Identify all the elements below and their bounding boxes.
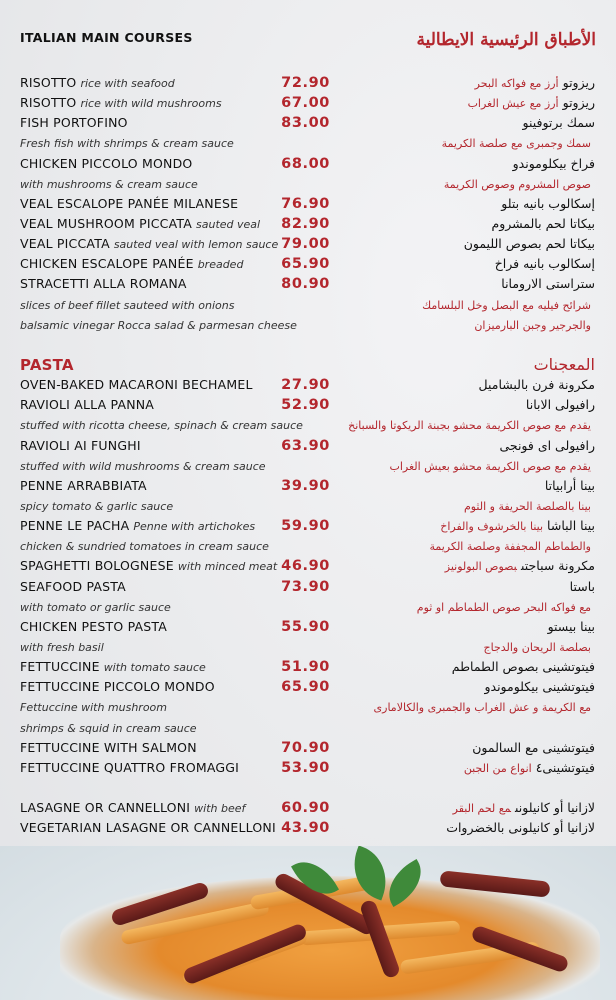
menu-item-description — [0, 718, 616, 738]
dish-name: SPAGHETTI BOLOGNESE — [20, 558, 174, 574]
price: 68.00 — [281, 155, 330, 172]
arabic-text — [495, 436, 595, 457]
english-text — [20, 436, 145, 457]
dish-description-ar: سمك وجمبرى مع صلصة الكريمة — [441, 137, 591, 151]
dish-description-ar: أرز مع فواكه البحر — [474, 77, 559, 90]
english-text — [20, 234, 278, 255]
menu-item — [0, 73, 616, 93]
english-text — [20, 154, 196, 175]
menu-item-description — [0, 133, 616, 153]
dish-name: VEGETARIAN LASAGNE OR CANNELLONI — [20, 820, 276, 836]
english-text — [20, 637, 104, 658]
arabic-text — [491, 254, 595, 275]
arabic-text — [468, 93, 595, 114]
dish-description: sauted veal — [196, 217, 261, 231]
dish-name-ar: فراخ بيكلوموندو — [512, 155, 595, 171]
english-text — [20, 274, 191, 295]
dish-description: rice with wild mushrooms — [80, 97, 222, 111]
dish-description-ar: والجرجير وجبن البارميزان — [474, 318, 591, 332]
english-text — [20, 536, 269, 557]
english-text — [20, 597, 171, 618]
english-text — [20, 113, 132, 134]
arabic-text — [566, 577, 595, 598]
english-text — [20, 194, 242, 215]
dish-name-ar: ريزوتو — [562, 75, 595, 90]
english-text — [20, 718, 197, 739]
price: 46.90 — [281, 558, 330, 575]
dish-name-ar: إسكالوب بانيه فراخ — [494, 256, 595, 272]
english-text — [20, 315, 297, 336]
arabic-text — [440, 516, 595, 537]
arabic-text — [475, 73, 595, 94]
price: 82.90 — [281, 215, 330, 232]
english-text — [20, 375, 257, 396]
dish-name-ar: رافيولى اى فونجى — [499, 437, 595, 453]
price: 65.90 — [281, 256, 330, 273]
english-text — [20, 818, 280, 839]
menu-item — [0, 375, 616, 395]
dish-name: RAVIOLI ALLA PANNA — [20, 397, 155, 413]
price: 60.90 — [281, 800, 330, 817]
dish-description: stuffed with wild mushrooms & cream sauce — [20, 459, 266, 473]
arabic-text — [480, 677, 595, 698]
menu-item — [0, 436, 616, 456]
arabic-text — [429, 536, 595, 557]
dish-name: FETTUCCINE — [20, 659, 100, 675]
arabic-text — [442, 818, 595, 839]
menu-item-description — [0, 415, 616, 435]
english-text — [20, 73, 175, 94]
dish-name-ar: فيتوتشينى بيكلوموندو — [484, 679, 595, 695]
arabic-text — [530, 355, 595, 377]
menu-item — [0, 516, 616, 536]
dish-description-ar: مع الكريمة و عش الغراب والجمبرى والكالامارى — [373, 701, 591, 715]
arabic-text — [468, 738, 595, 759]
arabic-text — [464, 758, 595, 779]
price: 52.90 — [281, 397, 330, 414]
english-text — [20, 798, 245, 819]
arabic-text — [541, 476, 595, 497]
dish-description: rice with seafood — [80, 77, 175, 90]
english-text — [20, 516, 255, 537]
menu-item — [0, 556, 616, 576]
price: 67.00 — [281, 95, 330, 112]
menu-item — [0, 758, 616, 778]
arabic-text — [453, 798, 595, 819]
dish-name: SEAFOOD PASTA — [20, 578, 126, 594]
dish-name-ar: إسكالوب بانيه بتلو — [501, 195, 595, 211]
dish-name: PASTA — [20, 355, 74, 374]
price: 79.00 — [281, 236, 330, 253]
dish-name-ar: رافيولى الابانا — [525, 397, 595, 413]
section-title-main-courses: ITALIAN MAIN COURSES — [20, 30, 193, 45]
menu-item-description — [0, 295, 616, 315]
dish-name-ar: مكرونة سباجتى — [520, 558, 595, 574]
dish-name-ar: لازانيا أو كانيلونى — [514, 800, 595, 816]
english-text — [20, 758, 243, 779]
dish-name: OVEN-BAKED MACARONI BECHAMEL — [20, 377, 253, 393]
dish-name-ar: بينا بيستو — [547, 618, 595, 634]
dish-description-ar: انواع من الجبن — [463, 761, 532, 775]
menu-item — [0, 738, 616, 758]
dish-description: chicken & sundried tomatoes in cream sauce — [20, 540, 269, 554]
english-text — [20, 93, 222, 114]
dish-name: CHICKEN PICCOLO MONDO — [20, 155, 193, 171]
dish-name: FETTUCCINE QUATTRO FROMAGGI — [20, 759, 240, 775]
dish-name-ar: بينا أرابياتا — [544, 477, 595, 493]
english-text — [20, 617, 171, 638]
menu-item — [0, 577, 616, 597]
menu-item-description — [0, 456, 616, 476]
dish-description: with fresh basil — [20, 640, 104, 654]
dish-name-ar: لازانيا أو كانيلونى بالخضروات — [446, 820, 595, 836]
price: 39.90 — [281, 477, 330, 494]
dish-name: FETTUCCINE WITH SALMON — [20, 739, 197, 755]
english-text — [20, 295, 234, 316]
arabic-text — [487, 214, 595, 235]
dish-name: RAVIOLI AI FUNGHI — [20, 437, 141, 453]
english-text — [20, 577, 130, 598]
menu-item-description — [0, 637, 616, 657]
menu-item — [0, 818, 616, 838]
dish-name-ar: ستراستى الارومانا — [501, 276, 595, 292]
price: 70.90 — [281, 739, 330, 756]
dish-description: with beef — [194, 802, 246, 816]
menu-item — [0, 657, 616, 677]
dish-description: slices of beef fillet sauteed with onions — [20, 298, 235, 312]
arabic-text — [389, 456, 595, 477]
dish-name: LASAGNE OR CANNELLONI — [20, 800, 191, 816]
dish-name: FETTUCCINE PICCOLO MONDO — [20, 679, 215, 695]
price: 76.90 — [281, 195, 330, 212]
dish-name-ar: باستا — [569, 578, 595, 594]
dish-name-ar: المعجنات — [533, 354, 595, 374]
price: 80.90 — [281, 276, 330, 293]
english-text — [20, 476, 151, 497]
arabic-text — [519, 113, 596, 134]
dish-name: PENNE ARRABBIATA — [20, 477, 147, 493]
dish-name-ar: مكرونة فرن بالبشاميل — [478, 377, 595, 393]
menu-item — [0, 395, 616, 415]
dish-name: RISOTTO — [20, 95, 77, 111]
dish-description-ar: بصوص البولونيز — [444, 560, 517, 574]
english-text — [20, 556, 277, 577]
english-text — [20, 415, 303, 436]
dish-name-ar: فيتوتشينى بصوص الطماطم — [451, 659, 595, 675]
arabic-text — [484, 637, 596, 658]
menu-item-description — [0, 597, 616, 617]
dish-name-ar: فيتوتشينى مع السالمون — [472, 739, 595, 755]
spacer — [0, 778, 616, 798]
english-text — [20, 133, 234, 154]
dish-description-ar: شرائح فيليه مع البصل وخل البلسامك — [422, 298, 591, 312]
english-text — [20, 395, 158, 416]
arabic-text — [475, 375, 595, 396]
dish-description: stuffed with ricotta cheese, spinach & cream sauce — [20, 419, 303, 433]
dish-name: VEAL PICCATA — [20, 236, 110, 252]
arabic-text — [374, 697, 595, 718]
arabic-text — [497, 194, 595, 215]
dish-description: with mushrooms & cream sauce — [20, 177, 198, 191]
menu-item-description — [0, 496, 616, 516]
price: 83.00 — [281, 115, 330, 132]
menu-item — [0, 234, 616, 254]
pasta-photo — [0, 846, 616, 1000]
dish-name-ar: بيكاتا لحم بالمشروم — [491, 215, 595, 231]
price: 27.90 — [281, 377, 330, 394]
price: 65.90 — [281, 679, 330, 696]
menu-item — [0, 93, 616, 113]
section-header — [0, 355, 616, 375]
english-text — [20, 254, 243, 275]
menu-item — [0, 798, 616, 818]
menu-item-description — [0, 174, 616, 194]
dish-description-ar: مع فواكه البحر صوص الطماطم او ثوم — [416, 600, 591, 614]
arabic-text — [348, 415, 595, 436]
menu-item — [0, 214, 616, 234]
arabic-text — [445, 556, 595, 577]
english-text — [20, 697, 167, 718]
dish-description-ar: أرز مع عيش الغراب — [467, 97, 559, 111]
price: 59.90 — [281, 518, 330, 535]
menu-item-description — [0, 536, 616, 556]
dish-name-ar: بيكاتا لحم بصوص الليمون — [463, 236, 595, 252]
dish-description-ar: صوص المشروم وصوص الكريمة — [443, 177, 591, 191]
dish-name: FISH PORTOFINO — [20, 115, 128, 131]
dish-name: PENNE LE PACHA — [20, 518, 130, 534]
english-text — [20, 355, 78, 377]
arabic-text — [474, 315, 595, 336]
menu-item — [0, 194, 616, 214]
section-title-main-courses-ar: الأطباق الرئيسية الايطالية — [416, 30, 596, 50]
dish-name-ar: ريزوتو — [562, 95, 595, 111]
arabic-text — [460, 234, 595, 255]
dish-name-ar: سمك برتوفينو — [522, 115, 595, 131]
dish-description: sauted veal with lemon sauce — [113, 238, 279, 252]
menu-item — [0, 274, 616, 294]
dish-description-ar: بينا بالصلصة الحريفة و الثوم — [463, 499, 591, 513]
menu-item — [0, 677, 616, 697]
price: 53.90 — [281, 759, 330, 776]
arabic-text — [444, 174, 595, 195]
english-text — [20, 174, 198, 195]
english-text — [20, 677, 219, 698]
arabic-text — [522, 395, 595, 416]
menu-item — [0, 476, 616, 496]
arabic-text — [544, 617, 595, 638]
arabic-text — [591, 718, 595, 739]
price: 63.90 — [281, 437, 330, 454]
menu-item-description — [0, 697, 616, 717]
menu-item — [0, 113, 616, 133]
arabic-text — [442, 133, 595, 154]
menu-item — [0, 254, 616, 274]
dish-description: balsamic vinegar Rocca salad & parmesan cheese — [20, 318, 297, 332]
price: 55.90 — [281, 618, 330, 635]
arabic-text — [464, 496, 595, 517]
dish-name: STRACETTI ALLA ROMANA — [20, 276, 187, 292]
dish-name-ar: بينا الباشا — [547, 518, 595, 534]
dish-name: CHICKEN ESCALOPE PANÉE — [20, 256, 194, 272]
menu-item — [0, 154, 616, 174]
dish-description: with tomato sauce — [103, 661, 206, 675]
english-text — [20, 214, 260, 235]
dish-description: Penne with artichokes — [133, 520, 256, 534]
dish-name: CHICKEN PESTO PASTA — [20, 618, 168, 634]
arabic-text — [509, 154, 595, 175]
dish-description-ar: بينا بالخرشوف والفراخ — [440, 520, 544, 534]
dish-description: Fettuccine with mushroom — [20, 701, 168, 715]
dish-description: Fresh fish with shrimps & cream sauce — [20, 137, 234, 151]
english-text — [20, 456, 266, 477]
dish-description-ar: بصلصة الريحان والدجاج — [483, 640, 591, 654]
price: 72.90 — [281, 75, 330, 91]
price: 73.90 — [281, 578, 330, 595]
english-text — [20, 657, 206, 678]
english-text — [20, 496, 173, 517]
dish-description: breaded — [197, 258, 244, 272]
arabic-text — [448, 657, 595, 678]
dish-name-ar: فيتوتشينى٤ — [535, 759, 595, 775]
dish-name: VEAL ESCALOPE PANÉE MILANESE — [20, 195, 239, 211]
price: 43.90 — [281, 820, 330, 837]
spacer — [0, 335, 616, 355]
dish-name: RISOTTO — [20, 75, 77, 90]
price: 51.90 — [281, 659, 330, 676]
dish-description-ar: يقدم مع صوص الكريمة محشو بعيش الغراب — [389, 459, 591, 473]
dish-description-ar: والطماطم المجففة وصلصة الكريمة — [429, 540, 591, 554]
arabic-text — [422, 295, 595, 316]
dish-name: VEAL MUSHROOM PICCATA — [20, 215, 193, 231]
english-text — [20, 738, 201, 759]
dish-description: shrimps & squid in cream sauce — [20, 721, 197, 735]
dish-description: with tomato or garlic sauce — [20, 600, 171, 614]
menu-item — [0, 617, 616, 637]
dish-description-ar: يقدم مع صوص الكريمة محشو بجبنة الريكوتا والسبانخ — [348, 419, 591, 433]
dish-description: with minced meat — [177, 560, 278, 574]
menu-item-description — [0, 315, 616, 335]
dish-description: spicy tomato & garlic sauce — [20, 499, 174, 513]
dish-description-ar: مع لحم البقر — [452, 802, 511, 816]
menu-list — [0, 73, 616, 838]
arabic-text — [497, 274, 595, 295]
arabic-text — [417, 597, 595, 618]
